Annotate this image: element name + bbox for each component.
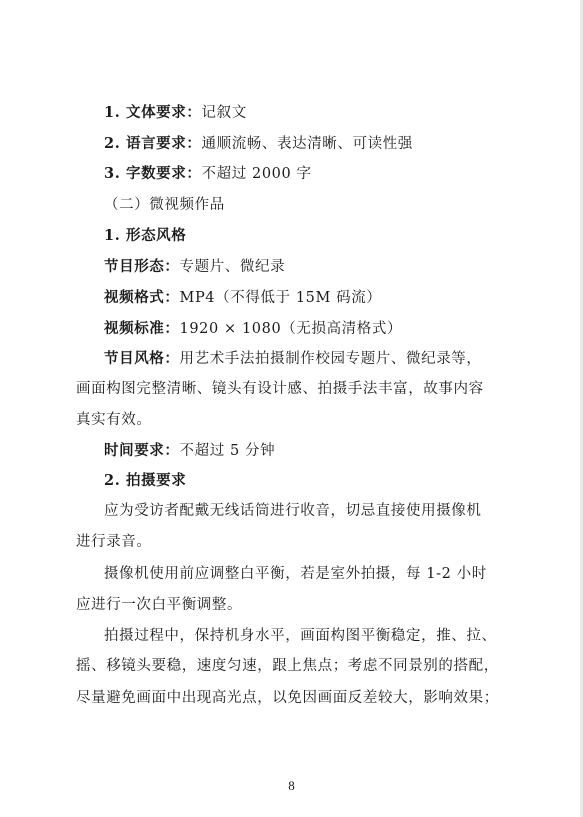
spec-value: MP4（不得低于 15M 码流）: [179, 290, 382, 306]
spec-label: 节目形态：: [104, 258, 180, 275]
requirement-value: 记叙文: [201, 105, 247, 121]
paragraph-line: 应进行一次白平衡调整。: [76, 597, 243, 613]
spec-label: 视频标准：: [104, 320, 180, 337]
requirement-label: 3. 字数要求：: [104, 165, 202, 182]
spec-program-form: [104, 257, 544, 277]
subsection-heading: 2. 拍摄要求: [104, 472, 187, 489]
requirement-value: 不超过 2000 字: [201, 166, 312, 182]
paragraph-line: 摇、移镜头要稳，速度匀速，跟上焦点；考虑不同景别的搭配，: [76, 658, 499, 674]
spec-label: 时间要求：: [104, 442, 180, 459]
spec-value: 不超过 5 分钟: [179, 443, 276, 459]
spec-value: 用艺术手法拍摄制作校园专题片、微纪录等，: [179, 351, 482, 367]
spec-video-format: [104, 288, 544, 308]
page-number: 8: [288, 778, 295, 793]
spec-value: 1920 × 1080（无损高清格式）: [179, 321, 403, 337]
spec-video-standard: [104, 319, 544, 339]
spec-duration: [104, 441, 544, 461]
subsection-heading: 1. 形态风格: [104, 227, 187, 244]
requirement-style: [104, 103, 544, 123]
paragraph-line: 尽量避免画面中出现高光点，以免因画面反差较大，影响效果；: [76, 690, 499, 706]
spec-label: 节目风格：: [104, 350, 180, 367]
requirement-wordcount: [104, 164, 544, 184]
paragraph-line: 画面构图完整清晰、镜头有设计感、拍摄手法丰富，故事内容: [76, 381, 484, 397]
spec-label: 视频格式：: [104, 289, 180, 306]
paragraph-line: 摄像机使用前应调整白平衡，若是室外拍摄，每 1-2 小时: [104, 566, 487, 582]
spec-program-style: [104, 349, 544, 369]
requirement-value: 通顺流畅、表达清晰、可读性强: [201, 136, 413, 152]
requirement-language: [104, 134, 544, 154]
paragraph-line: 进行录音。: [76, 534, 152, 550]
requirement-label: 2. 语言要求：: [104, 135, 202, 152]
paragraph-line: 拍摄过程中，保持机身水平，画面构图平衡稳定，推、拉、: [104, 628, 497, 644]
section-heading: （二）微视频作品: [104, 197, 225, 213]
spec-value: 专题片、微纪录: [179, 259, 286, 275]
requirement-label: 1. 文体要求：: [104, 104, 202, 121]
paragraph-line: 应为受访者配戴无线话筒进行收音，切忌直接使用摄像机: [104, 503, 482, 519]
paragraph-line: 真实有效。: [76, 412, 152, 428]
